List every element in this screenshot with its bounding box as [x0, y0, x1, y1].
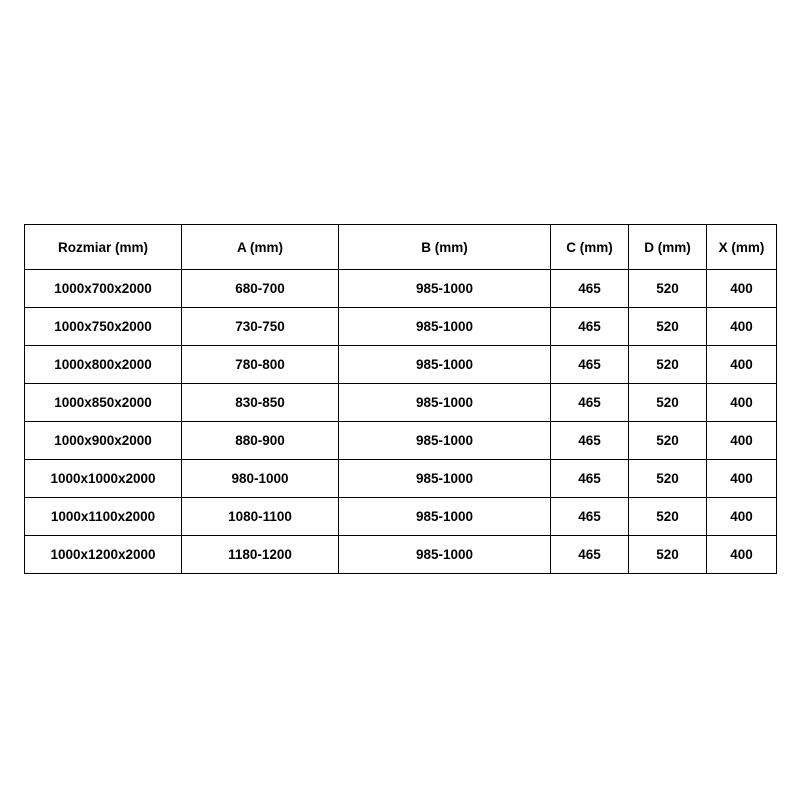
cell-a: 1180-1200 — [182, 536, 339, 574]
cell-a: 680-700 — [182, 270, 339, 308]
cell-a: 830-850 — [182, 384, 339, 422]
cell-size: 1000x900x2000 — [25, 422, 182, 460]
table-row — [25, 460, 777, 498]
cell-d: 520 — [629, 308, 707, 346]
cell-d: 520 — [629, 536, 707, 574]
cell-x: 400 — [707, 270, 777, 308]
column-header-b: B (mm) — [339, 225, 551, 270]
cell-b: 985-1000 — [339, 384, 551, 422]
cell-b: 985-1000 — [339, 460, 551, 498]
cell-x: 400 — [707, 384, 777, 422]
table-row — [25, 498, 777, 536]
cell-size: 1000x1200x2000 — [25, 536, 182, 574]
cell-b: 985-1000 — [339, 270, 551, 308]
cell-c: 465 — [551, 346, 629, 384]
column-header-c: C (mm) — [551, 225, 629, 270]
cell-size: 1000x750x2000 — [25, 308, 182, 346]
cell-b: 985-1000 — [339, 346, 551, 384]
cell-size: 1000x1100x2000 — [25, 498, 182, 536]
cell-size: 1000x1000x2000 — [25, 460, 182, 498]
cell-a: 1080-1100 — [182, 498, 339, 536]
cell-b: 985-1000 — [339, 422, 551, 460]
cell-size: 1000x850x2000 — [25, 384, 182, 422]
cell-c: 465 — [551, 270, 629, 308]
cell-d: 520 — [629, 346, 707, 384]
cell-c: 465 — [551, 308, 629, 346]
cell-c: 465 — [551, 422, 629, 460]
cell-c: 465 — [551, 536, 629, 574]
cell-d: 520 — [629, 270, 707, 308]
cell-x: 400 — [707, 460, 777, 498]
table-row — [25, 422, 777, 460]
table-body — [25, 270, 777, 574]
cell-b: 985-1000 — [339, 536, 551, 574]
cell-x: 400 — [707, 346, 777, 384]
cell-d: 520 — [629, 460, 707, 498]
cell-a: 880-900 — [182, 422, 339, 460]
table-row — [25, 346, 777, 384]
cell-b: 985-1000 — [339, 308, 551, 346]
dimension-table — [24, 224, 777, 574]
cell-size: 1000x700x2000 — [25, 270, 182, 308]
cell-a: 730-750 — [182, 308, 339, 346]
cell-x: 400 — [707, 308, 777, 346]
table-header-row — [25, 225, 777, 270]
column-header-size: Rozmiar (mm) — [25, 225, 182, 270]
cell-x: 400 — [707, 536, 777, 574]
cell-d: 520 — [629, 498, 707, 536]
column-header-x: X (mm) — [707, 225, 777, 270]
table-row — [25, 384, 777, 422]
cell-size: 1000x800x2000 — [25, 346, 182, 384]
table-row — [25, 536, 777, 574]
dimension-table-container — [24, 224, 776, 574]
cell-c: 465 — [551, 498, 629, 536]
cell-a: 780-800 — [182, 346, 339, 384]
cell-d: 520 — [629, 384, 707, 422]
cell-d: 520 — [629, 422, 707, 460]
table-row — [25, 270, 777, 308]
cell-c: 465 — [551, 384, 629, 422]
column-header-d: D (mm) — [629, 225, 707, 270]
cell-a: 980-1000 — [182, 460, 339, 498]
cell-x: 400 — [707, 498, 777, 536]
cell-x: 400 — [707, 422, 777, 460]
cell-c: 465 — [551, 460, 629, 498]
column-header-a: A (mm) — [182, 225, 339, 270]
table-header — [25, 225, 777, 270]
table-row — [25, 308, 777, 346]
cell-b: 985-1000 — [339, 498, 551, 536]
